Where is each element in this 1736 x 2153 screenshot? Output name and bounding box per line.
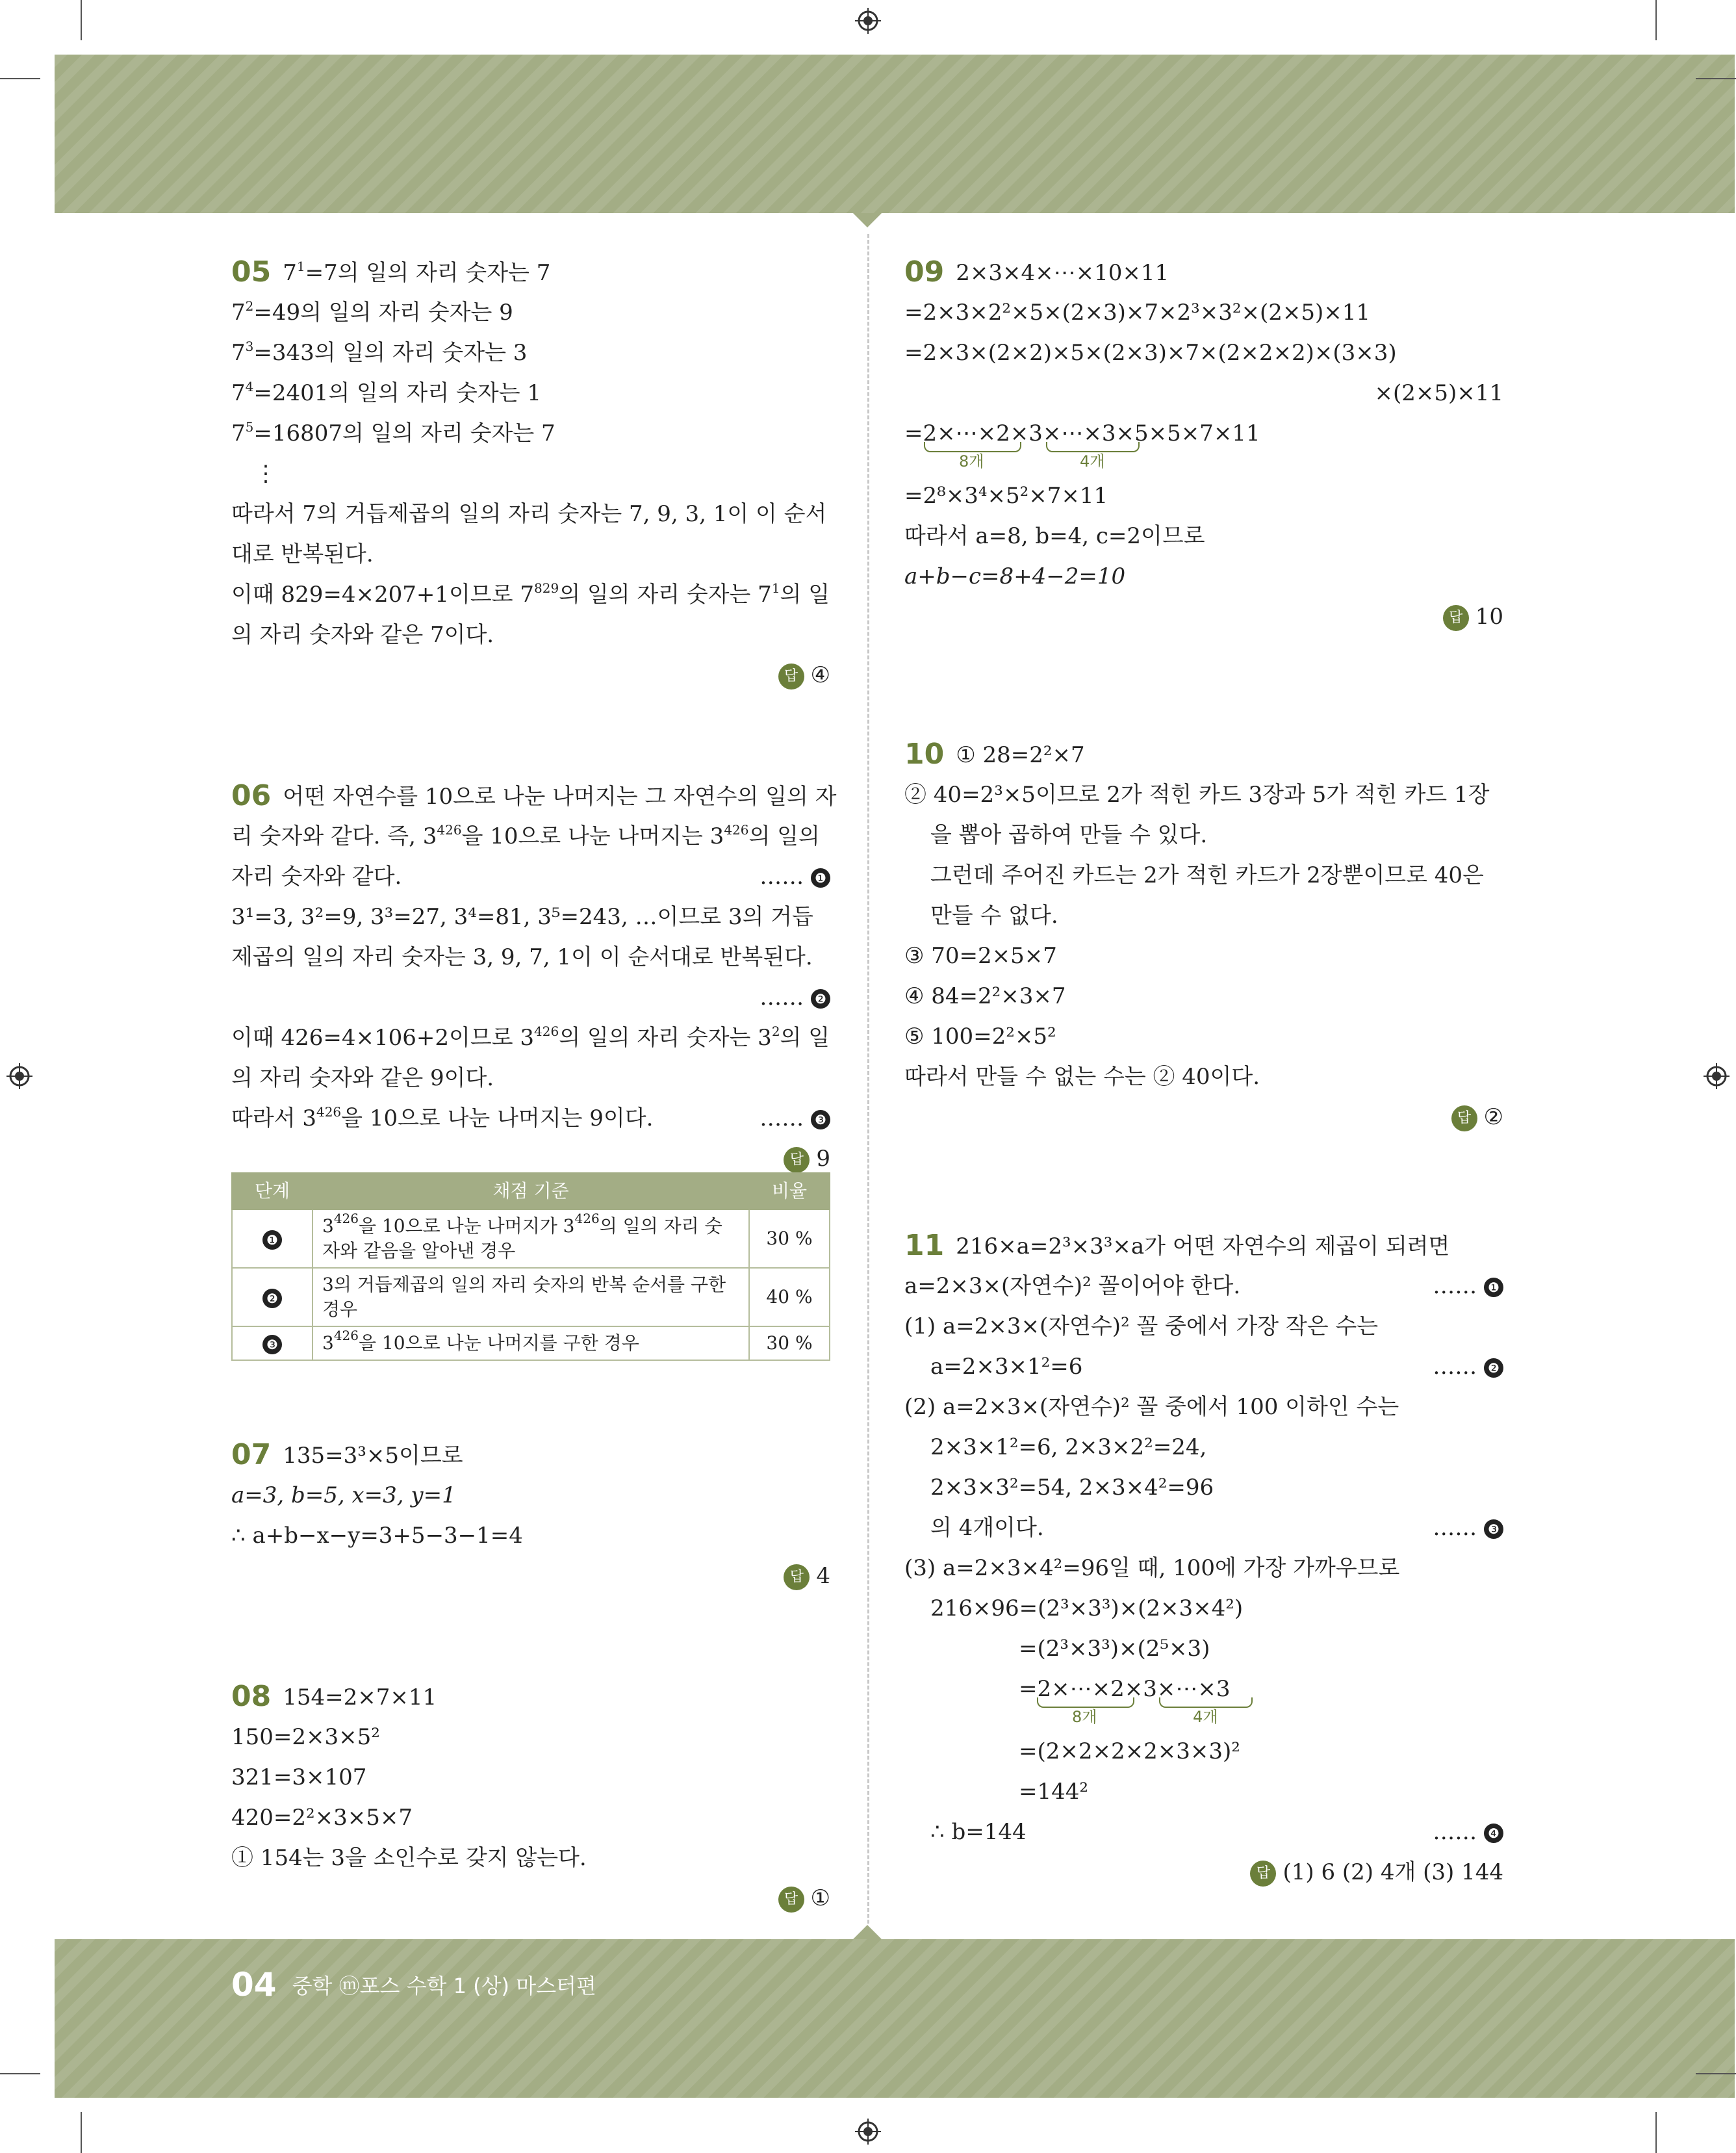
q05-line: $7^3=343$의 일의 자리 숫자는 3 <box>231 339 528 366</box>
crop-mark <box>81 0 82 40</box>
underbrace <box>924 442 1021 452</box>
q06-line: 리 숫자와 같다. 즉, $3^{426}$을 10으로 나눈 나머지는 $3^{426}$의 일의 <box>231 822 820 849</box>
q05-line: $7^4=2401$의 일의 자리 숫자는 1 <box>231 379 542 406</box>
problem-number: 06 <box>231 779 272 812</box>
problem-number: 09 <box>904 255 945 289</box>
q10-line: 10 ① 28=2²×7 <box>904 738 1085 771</box>
q11-line: a=2×3×1²=6 …… ❷ <box>904 1347 1503 1387</box>
table-row: ❸ $3^{426}$을 10으로 나눈 나머지를 구한 경우 30 % <box>232 1326 830 1360</box>
registration-mark-icon <box>855 2119 881 2145</box>
answer-badge: 답 <box>784 1564 810 1590</box>
problem-number: 11 <box>904 1229 945 1262</box>
crop-mark <box>0 78 40 79</box>
q11-line: 11 216×a=2³×3³×a가 어떤 자연수의 제곱이 되려면 <box>904 1229 1450 1262</box>
step-marker: …… ❷ <box>1433 1347 1503 1387</box>
answer-badge: 답 <box>784 1147 810 1173</box>
q10-line: 을 뽑아 곱하여 만들 수 있다. <box>930 822 1208 848</box>
q10-line: ④ 84=2²×3×7 <box>904 983 1066 1009</box>
q09-line: 09 2×3×4×⋯×10×11 <box>904 255 1169 289</box>
q06-line: 자리 숫자와 같다. …… ❶ <box>231 857 830 897</box>
answer-row: 답 9 <box>231 1139 830 1179</box>
q10-line: 따라서 만들 수 없는 수는 ② 40이다. <box>904 1064 1260 1090</box>
q07-line: ∴ a+b−x−y=3+5−3−1=4 <box>231 1523 523 1549</box>
left-column-lower <box>231 1435 830 1918</box>
q07-line: a=3, b=5, x=3, y=1 <box>231 1482 456 1508</box>
right-column <box>904 252 1503 637</box>
q08-line: ① 154는 3을 소인수로 갖지 않는다. <box>231 1845 587 1871</box>
registration-mark-icon <box>855 8 881 34</box>
q06-line: 이때 426=4×106+2이므로 $3^{426}$의 일의 자리 숫자는 $3^2$의 일 <box>231 1024 830 1051</box>
underbrace <box>1046 442 1140 452</box>
step-marker: …… ❶ <box>1433 1266 1503 1306</box>
registration-mark-icon <box>1704 1063 1730 1089</box>
table-row: ❶ $3^{426}$을 10으로 나눈 나머지가 $3^{426}$의 일의 자리 숫자와 같음을 알아낸 경우 30 % <box>232 1209 830 1268</box>
q09-line: =2×⋯×2×3×⋯×3×5×5×7×11 <box>904 420 1260 446</box>
answer-row: 답 ② <box>904 1097 1503 1137</box>
answer-row: 답 10 <box>904 597 1503 637</box>
q09-line: a+b−c=8+4−2=10 <box>904 563 1126 589</box>
answer-row: 답 ① <box>231 1878 830 1918</box>
q11-line: (2) a=2×3×(자연수)² 꼴 중에서 100 이하인 수는 <box>904 1394 1399 1420</box>
q11-line: =(2×2×2×2×3×3)² <box>1019 1738 1240 1764</box>
underbrace-label: 8개 <box>959 452 984 471</box>
q05-line: ⋮ <box>255 461 277 487</box>
problem-number: 08 <box>231 1680 272 1713</box>
q05-line: 이때 829=4×207+1이므로 $7^{829}$의 일의 자리 숫자는 $7^1$의 일 <box>231 580 830 608</box>
q06-line: 의 자리 숫자와 같은 9이다. <box>231 1065 494 1091</box>
crop-mark <box>0 2073 40 2074</box>
step-marker: …… ❸ <box>1433 1508 1503 1548</box>
q06-line: 제곱의 일의 자리 숫자는 3, 9, 7, 1이 이 순서대로 반복된다. <box>231 944 813 970</box>
q11-line: =(2³×3³)×(2⁵×3) <box>1019 1636 1210 1662</box>
table-row: ❷ 3의 거듭제곱의 일의 자리 숫자의 반복 순서를 구한 경우 40 % <box>232 1268 830 1326</box>
header-notch <box>853 213 882 227</box>
q09-line: =2×3×2²×5×(2×3)×7×2³×3²×(2×5)×11 <box>904 300 1371 326</box>
left-column <box>231 252 837 1179</box>
q10-line: 만들 수 없다. <box>930 903 1058 929</box>
problem-number: 05 <box>231 255 272 289</box>
registration-mark-icon <box>6 1063 32 1089</box>
column-divider <box>867 234 869 1924</box>
q05-line: $7^2=49$의 일의 자리 숫자는 9 <box>231 298 513 326</box>
q08-line: 08 154=2×7×11 <box>231 1680 437 1713</box>
q11-line: (3) a=2×3×4²=96일 때, 100에 가장 가까우므로 <box>904 1555 1400 1581</box>
answer-row: 답 ④ <box>231 655 830 695</box>
q05-line: 의 자리 숫자와 같은 7이다. <box>231 622 494 648</box>
q10-line: ② 40=2³×5이므로 2가 적힌 카드 3장과 5가 적힌 카드 1장 <box>904 782 1490 808</box>
q10-line: ⑤ 100=2²×5² <box>904 1024 1056 1050</box>
q08-line: 321=3×107 <box>231 1764 367 1790</box>
step-marker: …… ❷ <box>760 977 830 1018</box>
q05-line: 05 $7^1=7$의 일의 자리 숫자는 7 <box>231 255 551 289</box>
page-footer <box>231 1966 596 2005</box>
underbrace-label: 4개 <box>1080 452 1105 471</box>
page-number: 04 <box>231 1966 277 2004</box>
underbrace-label: 8개 <box>1072 1708 1097 1726</box>
scoring-rubric-table <box>231 1172 830 1361</box>
q09-line: ×(2×5)×11 <box>1374 380 1503 406</box>
answer-badge: 답 <box>778 1887 804 1913</box>
q11-line: ∴ b=144 …… ❹ <box>904 1812 1503 1852</box>
footer-notch <box>853 1925 882 1939</box>
underbrace <box>1159 1697 1253 1708</box>
q09-line: 따라서 a=8, b=4, c=2이므로 <box>904 523 1205 549</box>
answer-badge: 답 <box>778 664 804 690</box>
step-marker: …… ❸ <box>760 1098 830 1139</box>
step-marker: …… ❶ <box>760 857 830 897</box>
table-header: 단계 <box>232 1173 313 1209</box>
underbrace-row <box>904 1697 1503 1731</box>
q06-line: 3¹=3, 3²=9, 3³=27, 3⁴=81, 3⁵=243, …이므로 3의 거듭 <box>231 904 813 930</box>
problem-number: 10 <box>904 738 945 771</box>
q06-line: 따라서 $3^{426}$을 10으로 나눈 나머지는 9이다. …… ❸ <box>231 1098 830 1139</box>
q10-line: ③ 70=2×5×7 <box>904 943 1057 969</box>
right-column-q10 <box>904 734 1503 1137</box>
q11-line: a=2×3×(자연수)² 꼴이어야 한다. …… ❶ <box>904 1266 1503 1306</box>
q09-line: =2×3×(2×2)×5×(2×3)×7×(2×2×2)×(3×3) <box>904 340 1397 366</box>
q08-line: 150=2×3×5² <box>231 1724 380 1750</box>
problem-number: 07 <box>231 1438 272 1471</box>
footer-band <box>55 1939 1735 2098</box>
answer-row: 답 4 <box>231 1556 830 1596</box>
q11-line: 216×96=(2³×3³)×(2×3×4²) <box>930 1595 1244 1621</box>
q05-line: 따라서 7의 거듭제곱의 일의 자리 숫자는 7, 9, 3, 1이 이 순서 <box>231 501 827 527</box>
q09-line: =2⁸×3⁴×5²×7×11 <box>904 483 1108 509</box>
right-column-q11 <box>904 1226 1503 1892</box>
underbrace <box>1037 1697 1134 1708</box>
q10-line: 그런데 주어진 카드는 2가 적힌 카드가 2장뿐이므로 40은 <box>930 862 1484 888</box>
q11-line: =144² <box>1019 1779 1089 1805</box>
q11-line: 의 4개이다. …… ❸ <box>904 1508 1503 1548</box>
crop-mark <box>1655 0 1657 40</box>
underbrace-label: 4개 <box>1193 1708 1218 1726</box>
answer-row: 답 (1) 6 (2) 4개 (3) 144 <box>904 1852 1503 1892</box>
q11-line: 2×3×1²=6, 2×3×2²=24, <box>930 1434 1207 1460</box>
answer-badge: 답 <box>1443 605 1469 631</box>
q11-line: =2×⋯×2×3×⋯×3 <box>1019 1676 1231 1702</box>
crop-mark <box>81 2112 82 2153</box>
answer-badge: 답 <box>1250 1861 1276 1887</box>
q06-line: 06 어떤 자연수를 10으로 나눈 나머지는 그 자연수의 일의 자 <box>231 779 837 812</box>
table-header: 비율 <box>749 1173 830 1209</box>
q08-line: 420=2²×3×5×7 <box>231 1805 413 1831</box>
q06-line <box>231 977 830 1018</box>
underbrace-row <box>904 442 1503 476</box>
header-band <box>55 55 1735 213</box>
table-header: 채점 기준 <box>313 1173 749 1209</box>
crop-mark <box>1655 2112 1657 2153</box>
step-marker: …… ❹ <box>1433 1812 1503 1852</box>
crop-mark <box>1696 2073 1736 2074</box>
q11-line: 2×3×3²=54, 2×3×4²=96 <box>930 1475 1214 1501</box>
q05-line: $7^5=16807$의 일의 자리 숫자는 7 <box>231 419 555 446</box>
crop-mark <box>1696 78 1736 79</box>
q07-line: 07 135=3³×5이므로 <box>231 1438 463 1471</box>
q11-line: (1) a=2×3×(자연수)² 꼴 중에서 가장 작은 수는 <box>904 1313 1379 1339</box>
book-title: 중학 ⓜ포스 수학 1 (상) 마스터편 <box>292 1974 596 1998</box>
answer-badge: 답 <box>1451 1105 1477 1131</box>
q05-line: 대로 반복된다. <box>231 541 374 567</box>
